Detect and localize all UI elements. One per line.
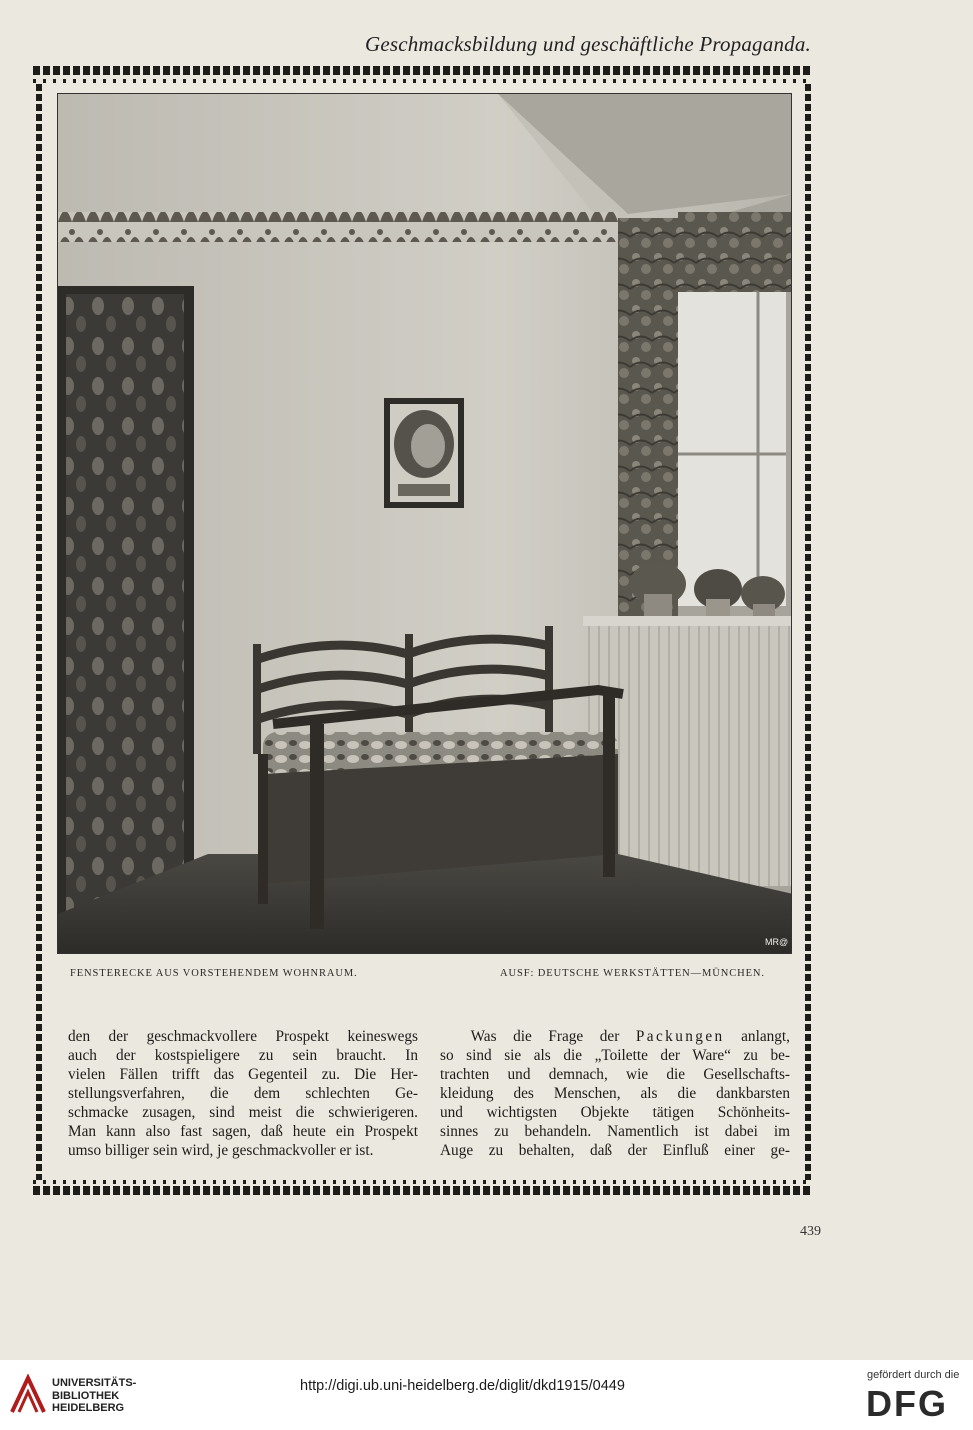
viewer-footer — [0, 1360, 973, 1430]
library-line: UNIVERSITÄTS- — [52, 1377, 137, 1389]
text-line: kleidung des Menschen, als die dankbarsten — [440, 1085, 790, 1102]
running-title: Geschmacksbildung und geschäftliche Propaganda. — [364, 32, 811, 56]
page-number: 439 — [800, 1224, 821, 1239]
figure-caption-right: AUSF: DEUTSCHE WERKSTÄTTEN—MÜNCHEN. — [500, 968, 765, 979]
text-line: Auge zu behalten, daß der Einfluß einer ge- — [440, 1142, 790, 1159]
library-line: HEIDELBERG — [52, 1402, 125, 1414]
text-line: und wichtigsten Objekte tätigen Schönheits- — [440, 1104, 790, 1121]
frame-top-border-inner — [33, 79, 811, 83]
text-line: sinnes zu behandeln. Namentlich ist dabei im — [440, 1123, 790, 1140]
dfg-logo[interactable]: DFG — [866, 1383, 948, 1424]
text-line: so sind sie als die „Toilette der Ware“ zu be- — [440, 1047, 790, 1064]
text-line: stellungsverfahren, die dem schlechten Ge- — [68, 1085, 418, 1102]
text-line: vielen Fällen trifft das Gegenteil zu. Die Her- — [68, 1066, 418, 1083]
frame-right-border — [805, 84, 811, 1180]
university-library-name[interactable] — [52, 1377, 136, 1415]
text-line: schmacke zusagen, sind meist die schwierigeren. — [68, 1104, 418, 1121]
figure-caption-left: FENSTERECKE AUS VORSTEHENDEM WOHNRAUM. — [70, 968, 358, 979]
university-library-logo-icon[interactable] — [10, 1374, 46, 1418]
permalink-url[interactable]: http://digi.ub.uni-heidelberg.de/diglit/dkd1915/0449 — [300, 1378, 625, 1394]
text-column-left — [68, 1027, 418, 1160]
room-illustration — [58, 94, 792, 954]
text-line: Man kann also fast sagen, daß heute ein Prospekt — [68, 1123, 418, 1140]
text-line: auch der kostspieligere zu sein braucht. In — [68, 1047, 418, 1064]
text-line-first — [440, 1027, 790, 1046]
text-line: trachten und demnach, wie die Gesellschafts- — [440, 1066, 790, 1083]
emphasized-word: Packungen — [635, 1028, 725, 1045]
frame-bottom-border — [33, 1186, 811, 1195]
frame-top-border — [33, 66, 811, 75]
frame-bottom-border-inner — [33, 1180, 811, 1184]
text-line: umso billiger sein wird, je geschmackvoller er ist. — [68, 1142, 374, 1159]
funding-label: gefördert durch die — [867, 1369, 960, 1381]
frame-left-border — [36, 84, 42, 1180]
text-line: den der geschmackvollere Prospekt keineswegs — [68, 1028, 418, 1045]
text-column-right — [440, 1027, 790, 1160]
text-fragment: anlangt, — [741, 1028, 790, 1045]
room-photograph — [57, 93, 792, 954]
photo-monogram: MR@ — [765, 937, 789, 947]
text-fragment: Was die Frage der — [470, 1028, 620, 1045]
library-line: BIBLIOTHEK — [52, 1389, 120, 1402]
